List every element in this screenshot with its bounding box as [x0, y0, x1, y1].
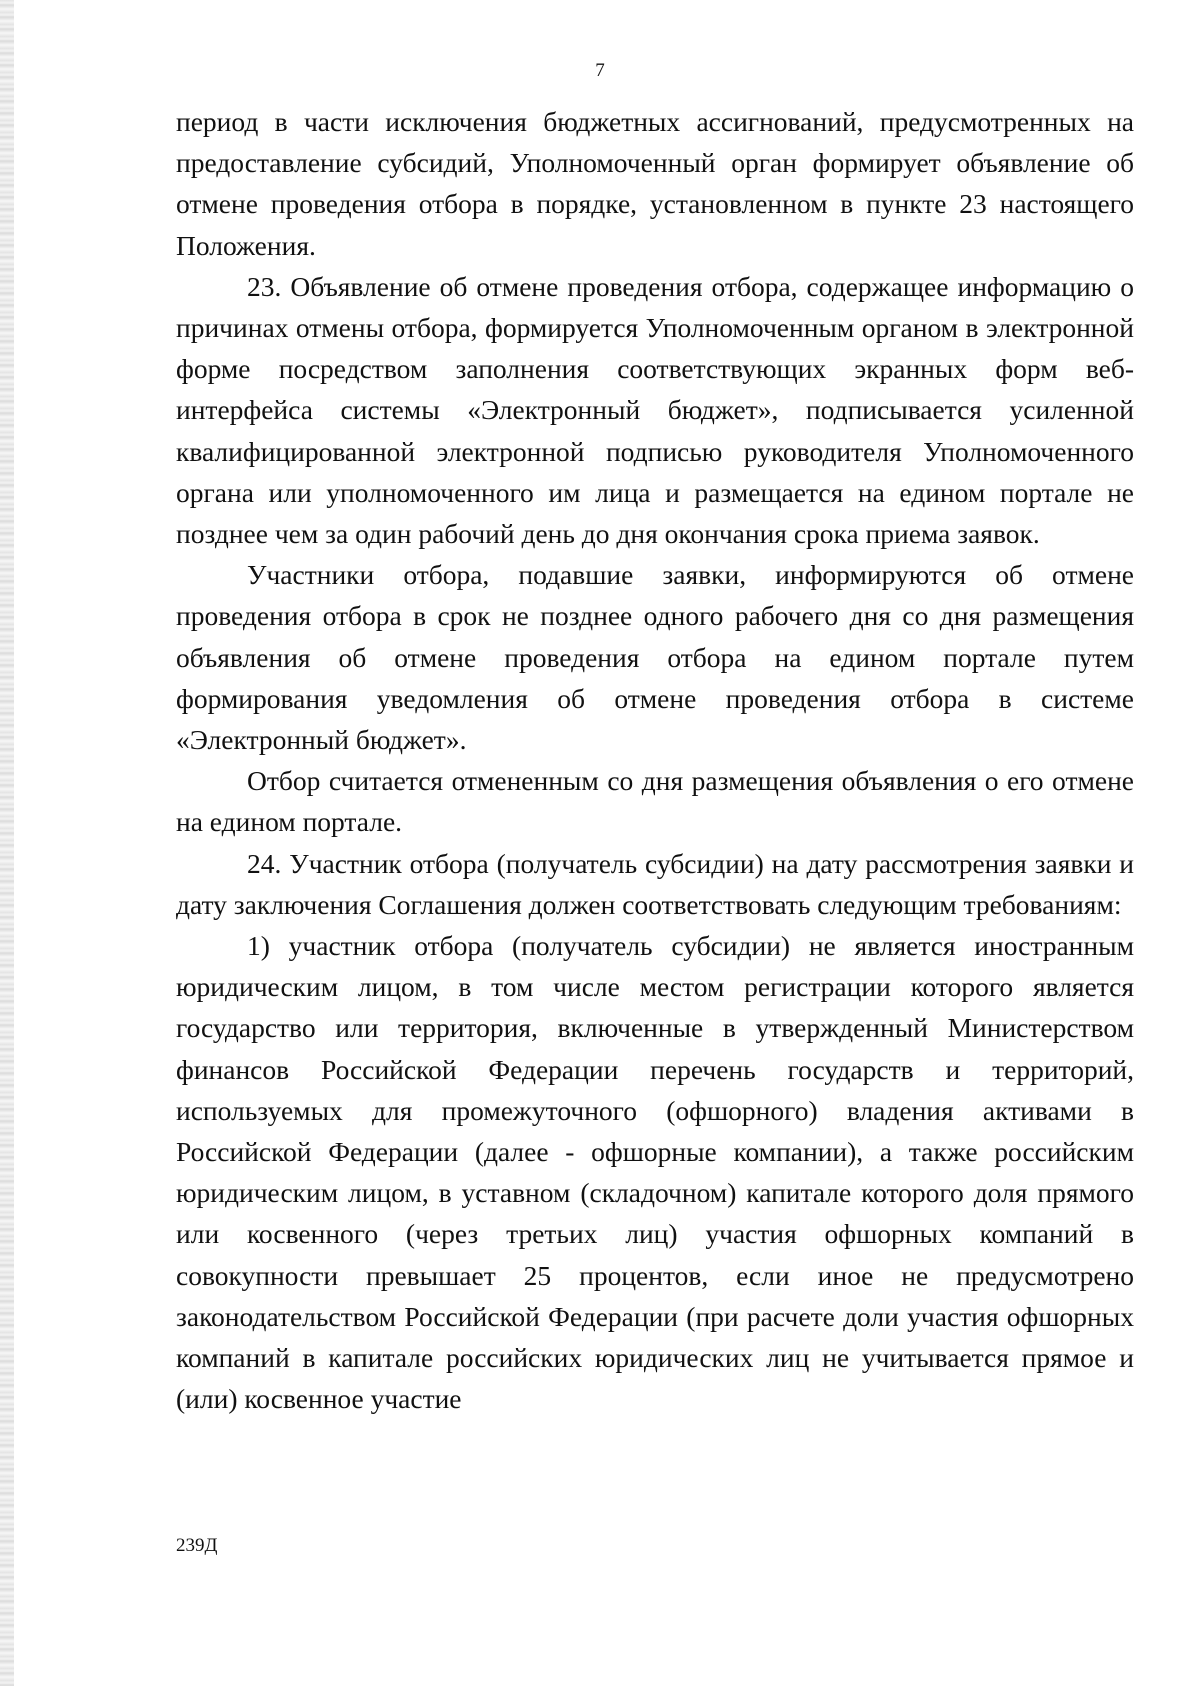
document-code: 239Д [176, 1535, 218, 1556]
page-number: 7 [595, 60, 605, 81]
paragraph-participants-notice: Участники отбора, подавшие заявки, информируются об отмене проведения отбора в срок не позднее одного рабочего дня со дня размещения объявления об отмене проведения отбора на едином портале путем формирования уведомления об отмене проведения отбора в системе «Электронный бюджет». [176, 559, 1134, 756]
paragraph-item-23: 23. Объявление об отмене проведения отбора, содержащее информацию о причинах отмены отбора, формируется Уполномоченным органом в электронной форме посредством заполнения соответствующих экранных форм веб-интерфейса системы «Электронный бюджет», подписывается усиленной квалифицированной электронной подписью руководителя Уполномоченного органа или уполномоченного им лица и размещается на едином портале не позднее чем за один рабочий день до дня окончания срока приема заявок. [176, 270, 1134, 550]
paragraph-selection-cancelled: Отбор считается отмененным со дня размещения объявления о его отмене на едином портале. [176, 765, 1134, 838]
scan-edge-artifact [0, 0, 14, 1686]
paragraph-item-24-1: 1) участник отбора (получатель субсидии) не является иностранным юридическим лицом, в том числе местом регистрации которого является государство или территория, включенные в утвержденный Министерством финансов Российской Федерации перечень государств и территорий, используемых для промежуточного (офшорного) владения активами в Российской Федерации (далее - офшорные компании), а также российским юридическим лицом, в уставном (складочном) капитале которого доля прямого или косвенного (через третьих лиц) участия офшорных компаний в совокупности превышает 25 процентов, если иное не предусмотрено законодательством Российской Федерации (при расчете доли участия офшорных компаний в капитале российских юридических лиц не учитывается прямое и (или) косвенное участие [176, 930, 1134, 1415]
paragraph-item-24: 24. Участник отбора (получатель субсидии) на дату рассмотрения заявки и дату заключения Соглашения должен соответствовать следующим требованиям: [176, 847, 1134, 920]
paragraph-continuation: период в части исключения бюджетных ассигнований, предусмотренных на предоставление субсидий, Уполномоченный орган формирует объявление об отмене проведения отбора в порядке, установленном в пункте 23 настоящего Положения. [176, 106, 1134, 261]
document-body [176, 101, 1134, 1420]
